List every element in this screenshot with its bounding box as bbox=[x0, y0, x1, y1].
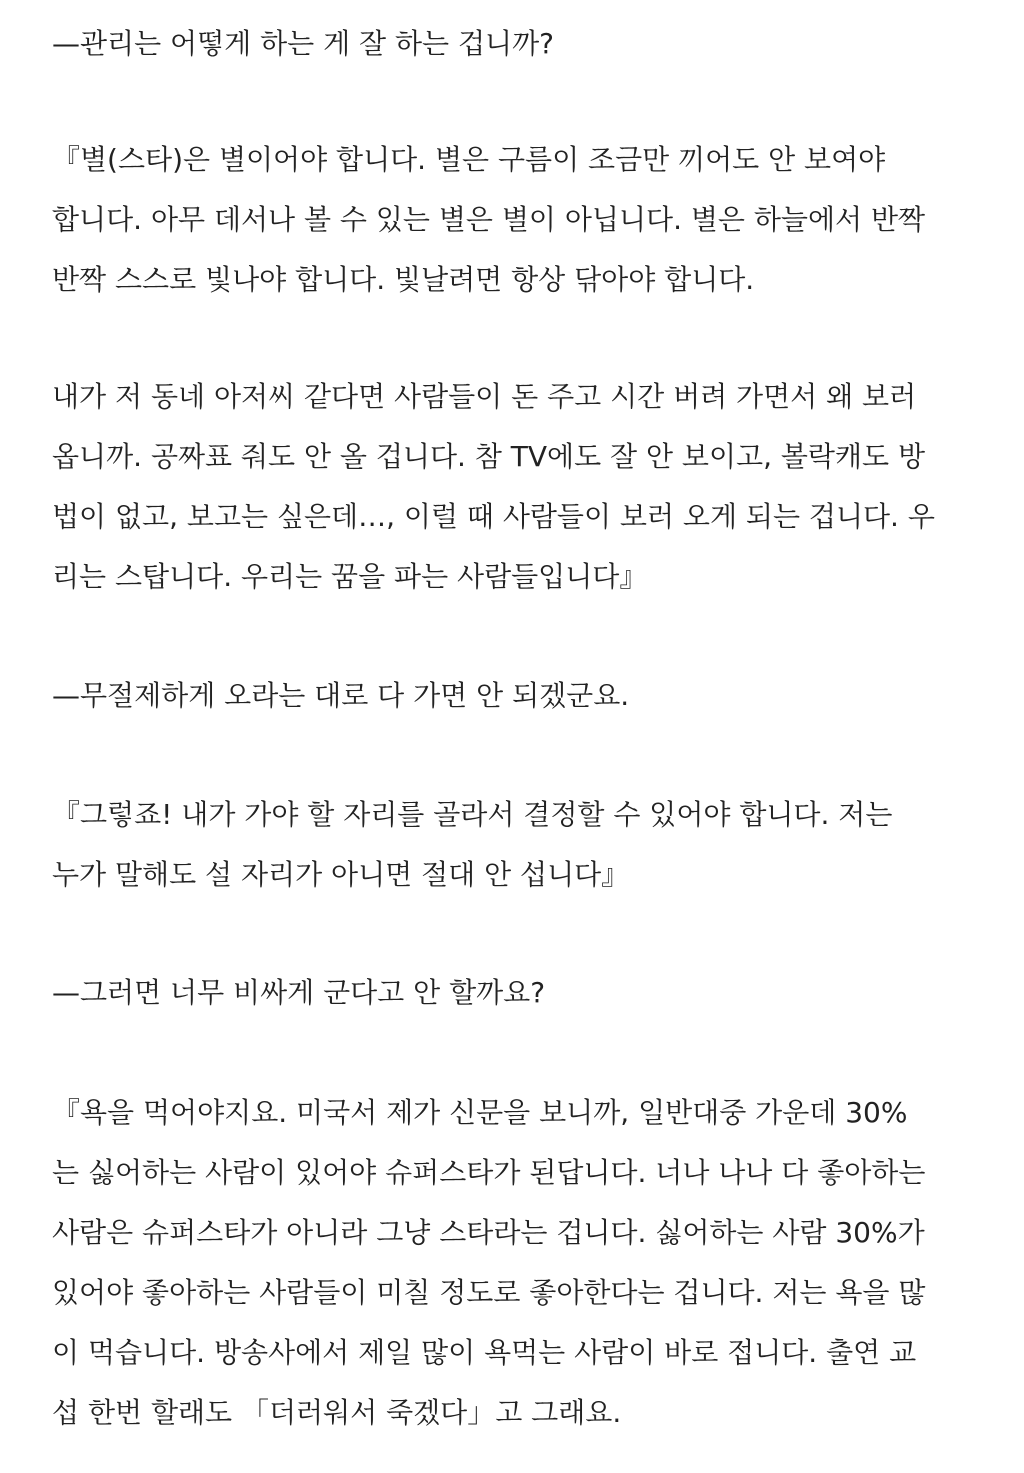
answer-line: 법이 없고, 보고는 싶은데…, 이럴 때 사람들이 보러 오게 되는 겁니다. 우 bbox=[52, 500, 935, 533]
answer-line: 섭 한번 할래도 「더러워서 죽겠다」고 그래요. bbox=[52, 1396, 622, 1429]
answer-line: 『별(스타)은 별이어야 합니다. 별은 구름이 조금만 끼어도 안 보여야 bbox=[52, 143, 886, 176]
question-line: —무절제하게 오라는 대로 다 가면 안 되겠군요. bbox=[52, 679, 630, 712]
answer-line: 반짝 스스로 빛나야 합니다. 빛날려면 항상 닦아야 합니다. bbox=[52, 263, 755, 296]
answer-line: 『그렇죠! 내가 가야 할 자리를 골라서 결정할 수 있어야 합니다. 저는 bbox=[52, 798, 893, 831]
answer-line: 사람은 슈퍼스타가 아니라 그냥 스타라는 겁니다. 싫어하는 사람 30%가 bbox=[52, 1216, 925, 1249]
answer-line: 누가 말해도 설 자리가 아니면 절대 안 섭니다』 bbox=[52, 858, 630, 891]
answer-line: 리는 스탑니다. 우리는 꿈을 파는 사람들입니다』 bbox=[52, 560, 648, 593]
answer-line: 이 먹습니다. 방송사에서 제일 많이 욕먹는 사람이 바로 접니다. 출연 교 bbox=[52, 1336, 917, 1369]
answer-line: 『욕을 먹어야지요. 미국서 제가 신문을 보니까, 일반대중 가운데 30% bbox=[52, 1096, 908, 1129]
answer-line: 있어야 좋아하는 사람들이 미칠 정도로 좋아한다는 겁니다. 저는 욕을 많 bbox=[52, 1276, 926, 1309]
question-line: —그러면 너무 비싸게 군다고 안 할까요? bbox=[52, 976, 546, 1009]
answer-line: 합니다. 아무 데서나 볼 수 있는 별은 별이 아닙니다. 별은 하늘에서 반짝 bbox=[52, 203, 926, 236]
answer-line: 는 싫어하는 사람이 있어야 슈퍼스타가 된답니다. 너나 나나 다 좋아하는 bbox=[52, 1156, 926, 1189]
question-line: —관리는 어떻게 하는 게 잘 하는 겁니까? bbox=[52, 27, 554, 60]
answer-line: 옵니까. 공짜표 줘도 안 올 겁니다. 참 TV에도 잘 안 보이고, 볼락캐도 방 bbox=[52, 440, 926, 473]
answer-line: 내가 저 동네 아저씨 같다면 사람들이 돈 주고 시간 버려 가면서 왜 보러 bbox=[52, 380, 917, 413]
